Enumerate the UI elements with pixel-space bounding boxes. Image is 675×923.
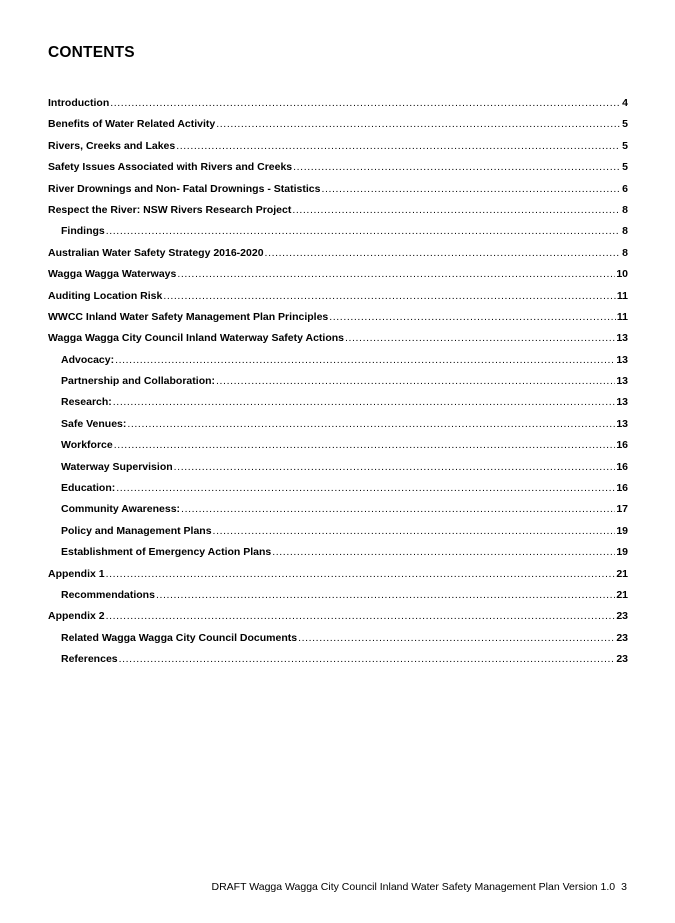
toc-dot-leader: [265, 247, 620, 260]
toc-entry[interactable]: [48, 204, 628, 225]
footer-page-number: 3: [621, 881, 627, 893]
toc-entry-title: Findings: [61, 225, 105, 238]
toc-dot-leader: [213, 525, 616, 538]
footer-text: DRAFT Wagga Wagga City Council Inland Water Safety Management Plan Version 1.0: [211, 881, 616, 893]
table-of-contents: [48, 97, 628, 675]
toc-entry[interactable]: [48, 525, 628, 546]
toc-entry-page: 5: [622, 118, 628, 131]
toc-dot-leader: [298, 632, 615, 645]
toc-entry-page: 23: [616, 631, 628, 644]
toc-entry-title: Appendix 2: [48, 610, 105, 623]
toc-entry[interactable]: [48, 161, 628, 182]
toc-entry-page: 16: [616, 460, 628, 473]
toc-entry-title: Community Awareness:: [61, 503, 181, 516]
toc-dot-leader: [321, 183, 620, 196]
toc-dot-leader: [176, 140, 620, 153]
toc-entry-page: 17: [616, 503, 628, 516]
contents-heading: CONTENTS: [48, 44, 135, 61]
toc-dot-leader: [163, 290, 616, 303]
toc-entry[interactable]: [48, 610, 628, 631]
toc-entry-title: Recommendations: [61, 588, 155, 601]
toc-dot-leader: [174, 461, 616, 474]
toc-entry-title: Waterway Supervision: [61, 460, 173, 473]
toc-entry[interactable]: [48, 140, 628, 161]
toc-dot-leader: [216, 375, 615, 388]
toc-entry-page: 19: [616, 546, 628, 559]
toc-entry[interactable]: [48, 482, 628, 503]
toc-entry-title: WWCC Inland Water Safety Management Plan Principles: [48, 310, 329, 323]
toc-entry[interactable]: [48, 311, 628, 332]
page-footer: [211, 881, 627, 893]
toc-entry-title: Education:: [61, 482, 116, 495]
toc-dot-leader: [106, 225, 620, 238]
toc-entry[interactable]: [48, 439, 628, 460]
toc-entry[interactable]: [48, 461, 628, 482]
toc-entry-page: 16: [616, 482, 628, 495]
toc-entry-title: Safety Issues Associated with Rivers and Creeks: [48, 161, 293, 174]
toc-entry[interactable]: [48, 589, 628, 610]
toc-dot-leader: [119, 653, 616, 666]
toc-entry-page: 11: [616, 310, 628, 323]
toc-entry-title: Respect the River: NSW Rivers Research Project: [48, 203, 292, 216]
toc-entry-page: 5: [622, 139, 628, 152]
toc-dot-leader: [106, 568, 616, 581]
toc-entry-page: 5: [622, 161, 628, 174]
toc-dot-leader: [127, 418, 615, 431]
toc-entry[interactable]: [48, 632, 628, 653]
toc-entry-page: 13: [616, 396, 628, 409]
toc-entry-title: Advocacy:: [61, 353, 115, 366]
toc-entry[interactable]: [48, 568, 628, 589]
toc-entry-title: Research:: [61, 396, 112, 409]
toc-entry-title: Australian Water Safety Strategy 2016-2020: [48, 246, 264, 259]
toc-entry-page: 13: [616, 375, 628, 388]
toc-dot-leader: [156, 589, 615, 602]
toc-entry-page: 10: [616, 268, 628, 281]
toc-entry-page: 13: [616, 332, 628, 345]
toc-entry-page: 16: [616, 439, 628, 452]
toc-entry[interactable]: [48, 396, 628, 417]
toc-entry-title: River Drownings and Non- Fatal Drownings - Statistics: [48, 182, 321, 195]
toc-entry-page: 19: [616, 524, 628, 537]
toc-entry[interactable]: [48, 247, 628, 268]
toc-entry-title: Auditing Location Risk: [48, 289, 163, 302]
toc-entry[interactable]: [48, 503, 628, 524]
toc-entry-page: 23: [616, 610, 628, 623]
toc-entry[interactable]: [48, 97, 628, 118]
toc-entry[interactable]: [48, 418, 628, 439]
toc-entry-title: Workforce: [61, 439, 113, 452]
toc-dot-leader: [216, 118, 620, 131]
toc-dot-leader: [345, 332, 615, 345]
toc-entry-page: 8: [622, 246, 628, 259]
toc-entry-title: Partnership and Collaboration:: [61, 375, 216, 388]
toc-entry[interactable]: [48, 653, 628, 674]
toc-entry[interactable]: [48, 332, 628, 353]
toc-dot-leader: [116, 482, 615, 495]
toc-dot-leader: [177, 268, 615, 281]
toc-entry[interactable]: [48, 225, 628, 246]
toc-entry-page: 4: [622, 97, 628, 109]
toc-entry-page: 8: [622, 225, 628, 238]
toc-entry[interactable]: [48, 118, 628, 139]
toc-entry-title: Wagga Wagga City Council Inland Waterway Safety Actions: [48, 332, 344, 345]
toc-entry[interactable]: [48, 375, 628, 396]
toc-entry[interactable]: [48, 268, 628, 289]
toc-entry-title: Wagga Wagga Waterways: [48, 268, 177, 281]
toc-dot-leader: [113, 396, 616, 409]
toc-entry-page: 11: [616, 289, 628, 302]
toc-entry-page: 13: [616, 417, 628, 430]
toc-entry-title: Introduction: [48, 97, 110, 109]
toc-entry-title: Policy and Management Plans: [61, 524, 212, 537]
toc-entry-page: 21: [616, 567, 628, 580]
toc-entry-title: Benefits of Water Related Activity: [48, 118, 216, 131]
toc-entry-page: 6: [622, 182, 628, 195]
toc-entry-page: 8: [622, 203, 628, 216]
toc-entry-title: Related Wagga Wagga City Council Documents: [61, 631, 298, 644]
toc-entry-title: Safe Venues:: [61, 417, 127, 430]
toc-entry-title: Rivers, Creeks and Lakes: [48, 139, 176, 152]
toc-dot-leader: [293, 161, 620, 174]
toc-entry-title: References: [61, 653, 118, 666]
toc-dot-leader: [114, 439, 616, 452]
toc-dot-leader: [106, 610, 616, 623]
toc-dot-leader: [329, 311, 616, 324]
toc-entry-page: 21: [616, 588, 628, 601]
toc-entry-page: 13: [616, 353, 628, 366]
toc-entry[interactable]: [48, 290, 628, 311]
toc-entry-title: Establishment of Emergency Action Plans: [61, 546, 272, 559]
toc-entry[interactable]: [48, 183, 628, 204]
toc-dot-leader: [115, 354, 615, 367]
toc-dot-leader: [110, 97, 620, 110]
toc-dot-leader: [272, 546, 615, 559]
toc-entry-title: Appendix 1: [48, 567, 105, 580]
toc-entry[interactable]: [48, 546, 628, 567]
toc-entry-page: 23: [616, 653, 628, 666]
toc-entry[interactable]: [48, 354, 628, 375]
toc-dot-leader: [292, 204, 620, 217]
toc-dot-leader: [181, 503, 615, 516]
